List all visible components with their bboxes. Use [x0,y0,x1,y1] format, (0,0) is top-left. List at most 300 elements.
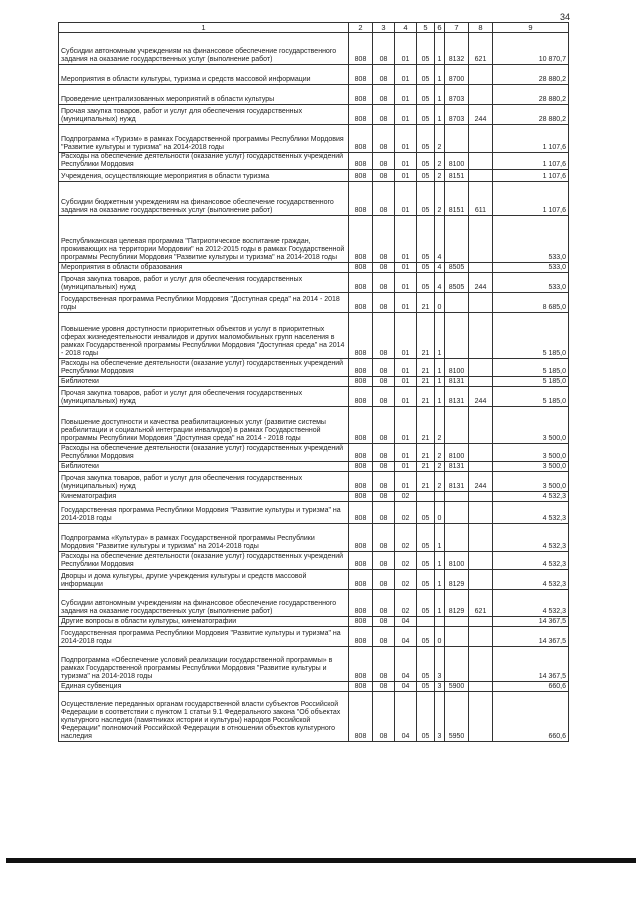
subsection-code: 01 [395,377,417,387]
table-row [59,313,569,359]
program-code: 05 [417,65,435,85]
expense-type-code [469,462,493,472]
amount: 14 367,5 [493,617,569,627]
expense-type-code [469,492,493,502]
direction-code: 8131 [445,377,469,387]
admin-code: 808 [349,617,373,627]
subprogram-code: 2 [435,170,445,182]
program-code [417,492,435,502]
admin-code: 808 [349,692,373,742]
admin-code: 808 [349,502,373,524]
program-code: 05 [417,153,435,170]
expense-type-code [469,444,493,462]
expense-type-code [469,216,493,263]
section-code: 08 [373,472,395,492]
subsection-code: 01 [395,387,417,407]
section-code: 08 [373,105,395,125]
subprogram-code: 2 [435,125,445,153]
admin-code: 808 [349,462,373,472]
program-code: 05 [417,182,435,216]
table-row [59,105,569,125]
table-row [59,627,569,647]
subsection-code: 04 [395,647,417,682]
section-code: 08 [373,153,395,170]
subsection-code: 01 [395,85,417,105]
admin-code: 808 [349,377,373,387]
subsection-code: 04 [395,682,417,692]
program-code: 05 [417,33,435,65]
admin-code: 808 [349,359,373,377]
subprogram-code: 1 [435,377,445,387]
program-code: 05 [417,85,435,105]
table-row [59,387,569,407]
amount: 533,0 [493,273,569,293]
expense-type-code [469,502,493,524]
expense-type-code [469,359,493,377]
amount: 533,0 [493,216,569,263]
amount: 28 880,2 [493,65,569,85]
expense-type-code [469,125,493,153]
table-row [59,293,569,313]
direction-code [445,293,469,313]
expense-type-code [469,263,493,273]
table-row [59,502,569,524]
row-name: Мероприятия в области образования [59,263,349,273]
table-row [59,570,569,590]
table-row [59,359,569,377]
section-code: 08 [373,627,395,647]
table-row [59,377,569,387]
header-cell: 1 [59,23,349,33]
subprogram-code: 3 [435,682,445,692]
section-code: 08 [373,407,395,444]
admin-code: 808 [349,682,373,692]
table-row [59,647,569,682]
direction-code: 8132 [445,33,469,65]
row-name: Подпрограмма «Туризм» в рамках Государственной программы Республики Мордовия "Развитие культуры и туризма" на 2014-2018 годы [59,125,349,153]
table-row [59,216,569,263]
program-code: 05 [417,570,435,590]
section-code: 08 [373,216,395,263]
program-code: 21 [417,472,435,492]
table-row [59,33,569,65]
subprogram-code: 1 [435,387,445,407]
direction-code: 8100 [445,444,469,462]
admin-code: 808 [349,65,373,85]
subprogram-code: 3 [435,692,445,742]
subsection-code: 04 [395,627,417,647]
admin-code: 808 [349,590,373,617]
table-row [59,692,569,742]
direction-code: 8151 [445,182,469,216]
amount: 4 532,3 [493,502,569,524]
table-row [59,153,569,170]
subprogram-code: 2 [435,407,445,444]
table-row [59,65,569,85]
program-code: 05 [417,502,435,524]
header-cell: 2 [349,23,373,33]
subprogram-code: 3 [435,647,445,682]
admin-code: 808 [349,33,373,65]
amount: 3 500,0 [493,444,569,462]
section-code: 08 [373,647,395,682]
header-cell: 5 [417,23,435,33]
direction-code: 8505 [445,263,469,273]
admin-code: 808 [349,153,373,170]
admin-code: 808 [349,216,373,263]
section-code: 08 [373,125,395,153]
amount: 1 107,6 [493,182,569,216]
page-bottom-border [6,858,636,863]
program-code: 21 [417,313,435,359]
row-name: Прочая закупка товаров, работ и услуг для обеспечения государственных (муниципальных) нужд [59,472,349,492]
amount: 4 532,3 [493,492,569,502]
table-row [59,682,569,692]
row-name: Подпрограмма «Обеспечение условий реализации государственной программы» в рамках Государственной программы Республики Мордовия "Развитие культуры и туризма" на 2014-2018 годы [59,647,349,682]
subsection-code: 01 [395,170,417,182]
table-row [59,170,569,182]
row-name: Дворцы и дома культуры, другие учреждения культуры и средств массовой информации [59,570,349,590]
subsection-code: 01 [395,33,417,65]
direction-code: 8703 [445,105,469,125]
subprogram-code: 1 [435,524,445,552]
subsection-code: 01 [395,182,417,216]
direction-code: 8100 [445,153,469,170]
admin-code: 808 [349,105,373,125]
direction-code: 8129 [445,570,469,590]
direction-code [445,407,469,444]
expense-type-code [469,407,493,444]
table-row [59,85,569,105]
subsection-code: 02 [395,590,417,617]
expense-type-code [469,682,493,692]
direction-code [445,502,469,524]
expense-type-code: 621 [469,33,493,65]
admin-code: 808 [349,263,373,273]
subprogram-code: 4 [435,216,445,263]
direction-code: 5950 [445,692,469,742]
expense-type-code [469,313,493,359]
header-cell: 8 [469,23,493,33]
expense-type-code [469,65,493,85]
amount: 5 185,0 [493,313,569,359]
budget-table [58,22,569,742]
expense-type-code [469,627,493,647]
header-cell: 9 [493,23,569,33]
amount: 4 532,3 [493,552,569,570]
expense-type-code [469,552,493,570]
row-name: Учреждения, осуществляющие мероприятия в области туризма [59,170,349,182]
row-name: Республиканская целевая программа "Патриотическое воспитание граждан, проживающих на территории Мордовии" на 2012-2015 годы в рамках Государственной программы Республики Мордовия "Развитие культуры и туризма" на 2014-2018 годы [59,216,349,263]
expense-type-code: 611 [469,182,493,216]
direction-code [445,524,469,552]
amount: 14 367,5 [493,627,569,647]
program-code: 21 [417,359,435,377]
row-name: Расходы на обеспечение деятельности (оказание услуг) государственных учреждений Республики Мордовия [59,359,349,377]
amount: 1 107,6 [493,125,569,153]
direction-code: 8151 [445,170,469,182]
admin-code: 808 [349,313,373,359]
table-header-row [59,23,569,33]
admin-code: 808 [349,170,373,182]
subsection-code: 01 [395,313,417,359]
direction-code: 8129 [445,590,469,617]
subprogram-code: 0 [435,502,445,524]
amount: 5 185,0 [493,359,569,377]
row-name: Расходы на обеспечение деятельности (оказание услуг) государственных учреждений Республики Мордовия [59,153,349,170]
subsection-code: 02 [395,524,417,552]
section-code: 08 [373,444,395,462]
section-code: 08 [373,377,395,387]
subprogram-code: 1 [435,359,445,377]
subsection-code: 04 [395,692,417,742]
subsection-code: 01 [395,105,417,125]
table-row [59,617,569,627]
subprogram-code [435,492,445,502]
row-name: Прочая закупка товаров, работ и услуг для обеспечения государственных (муниципальных) нужд [59,105,349,125]
subprogram-code: 4 [435,263,445,273]
section-code: 08 [373,65,395,85]
amount: 3 500,0 [493,407,569,444]
program-code: 05 [417,170,435,182]
subprogram-code: 1 [435,552,445,570]
header-cell: 4 [395,23,417,33]
section-code: 08 [373,182,395,216]
section-code: 08 [373,617,395,627]
header-cell: 3 [373,23,395,33]
amount: 1 107,6 [493,153,569,170]
direction-code [445,313,469,359]
section-code: 08 [373,359,395,377]
direction-code: 5900 [445,682,469,692]
direction-code: 8100 [445,359,469,377]
program-code: 05 [417,125,435,153]
row-name: Повышение уровня доступности приоритетных объектов и услуг в приоритетных сферах жизнедеятельности инвалидов и других маломобильных групп населения в рамках Государственной программы Республики Мордовия "Доступная среда" на 2014 - 2018 годы [59,313,349,359]
amount: 660,6 [493,692,569,742]
program-code: 21 [417,407,435,444]
row-name: Библиотеки [59,377,349,387]
program-code: 21 [417,293,435,313]
program-code: 05 [417,273,435,293]
admin-code: 808 [349,125,373,153]
subprogram-code [435,617,445,627]
expense-type-code [469,153,493,170]
program-code: 05 [417,524,435,552]
admin-code: 808 [349,293,373,313]
subprogram-code: 2 [435,153,445,170]
row-name: Расходы на обеспечение деятельности (оказание услуг) государственных учреждений Республики Мордовия [59,444,349,462]
program-code: 05 [417,216,435,263]
direction-code [445,627,469,647]
expense-type-code [469,524,493,552]
amount: 10 870,7 [493,33,569,65]
amount: 4 532,3 [493,590,569,617]
direction-code: 8703 [445,85,469,105]
expense-type-code [469,85,493,105]
subsection-code: 01 [395,407,417,444]
table-row [59,590,569,617]
admin-code: 808 [349,524,373,552]
direction-code [445,492,469,502]
expense-type-code [469,647,493,682]
amount: 660,6 [493,682,569,692]
section-code: 08 [373,273,395,293]
subsection-code: 01 [395,472,417,492]
admin-code: 808 [349,492,373,502]
subsection-code: 01 [395,359,417,377]
section-code: 08 [373,570,395,590]
direction-code: 8100 [445,552,469,570]
row-name: Прочая закупка товаров, работ и услуг для обеспечения государственных (муниципальных) нужд [59,387,349,407]
program-code: 21 [417,462,435,472]
row-name: Повышение доступности и качества реабилитационных услуг (развитие системы реабилитации и социальной интеграции инвалидов) в рамках Государственной программы Республики Мордовия "Доступная среда" на 2014 - 2018 годы [59,407,349,444]
table-row [59,273,569,293]
section-code: 08 [373,692,395,742]
subsection-code: 01 [395,462,417,472]
admin-code: 808 [349,647,373,682]
amount: 5 185,0 [493,387,569,407]
direction-code: 8131 [445,387,469,407]
program-code: 05 [417,692,435,742]
subprogram-code: 0 [435,627,445,647]
direction-code [445,216,469,263]
direction-code: 8505 [445,273,469,293]
expense-type-code: 244 [469,472,493,492]
section-code: 08 [373,682,395,692]
amount: 14 367,5 [493,647,569,682]
row-name: Государственная программа Республики Мордовия "Развитие культуры и туризма" на 2014-2018 годы [59,502,349,524]
admin-code: 808 [349,85,373,105]
expense-type-code: 244 [469,387,493,407]
subprogram-code: 1 [435,33,445,65]
admin-code: 808 [349,472,373,492]
amount: 5 185,0 [493,377,569,387]
table-row [59,407,569,444]
expense-type-code: 244 [469,105,493,125]
program-code: 05 [417,590,435,617]
program-code: 05 [417,647,435,682]
admin-code: 808 [349,182,373,216]
section-code: 08 [373,313,395,359]
admin-code: 808 [349,627,373,647]
program-code: 21 [417,444,435,462]
subprogram-code: 1 [435,313,445,359]
section-code: 08 [373,492,395,502]
row-name: Расходы на обеспечение деятельности (оказание услуг) государственных учреждений Республики Мордовия [59,552,349,570]
admin-code: 808 [349,387,373,407]
admin-code: 808 [349,444,373,462]
table-row [59,263,569,273]
direction-code: 8131 [445,462,469,472]
table-row [59,472,569,492]
table-row [59,444,569,462]
program-code: 05 [417,627,435,647]
header-cell: 6 [435,23,445,33]
row-name: Субсидии автономным учреждениям на финансовое обеспечение государственного задания на оказание государственных услуг (выполнение работ) [59,33,349,65]
subsection-code: 02 [395,552,417,570]
subprogram-code: 1 [435,65,445,85]
amount: 4 532,3 [493,570,569,590]
expense-type-code [469,692,493,742]
program-code: 05 [417,552,435,570]
subsection-code: 02 [395,570,417,590]
program-code: 05 [417,682,435,692]
expense-type-code: 244 [469,273,493,293]
amount: 8 685,0 [493,293,569,313]
amount: 3 500,0 [493,462,569,472]
subsection-code: 01 [395,216,417,263]
expense-type-code [469,293,493,313]
row-name: Единая субвенция [59,682,349,692]
row-name: Государственная программа Республики Мордовия "Доступная среда" на 2014 - 2018 годы [59,293,349,313]
section-code: 08 [373,552,395,570]
row-name: Другие вопросы в области культуры, кинематографии [59,617,349,627]
section-code: 08 [373,462,395,472]
subprogram-code: 2 [435,462,445,472]
row-name: Мероприятия в области культуры, туризма и средств массовой информации [59,65,349,85]
program-code: 21 [417,377,435,387]
program-code: 05 [417,263,435,273]
subsection-code: 01 [395,263,417,273]
section-code: 08 [373,293,395,313]
expense-type-code: 621 [469,590,493,617]
subsection-code: 01 [395,293,417,313]
admin-code: 808 [349,407,373,444]
amount: 533,0 [493,263,569,273]
table-row [59,552,569,570]
amount: 4 532,3 [493,524,569,552]
row-name: Субсидии автономным учреждениям на финансовое обеспечение государственного задания на оказание государственных услуг (выполнение работ) [59,590,349,617]
subprogram-code: 2 [435,472,445,492]
program-code: 05 [417,105,435,125]
admin-code: 808 [349,273,373,293]
amount: 3 500,0 [493,472,569,492]
table-row [59,125,569,153]
table-row [59,524,569,552]
table-row [59,462,569,472]
subprogram-code: 1 [435,570,445,590]
section-code: 08 [373,387,395,407]
direction-code [445,647,469,682]
program-code: 21 [417,387,435,407]
direction-code [445,125,469,153]
section-code: 08 [373,33,395,65]
row-name: Проведение централизованных мероприятий в области культуры [59,85,349,105]
section-code: 08 [373,590,395,617]
subsection-code: 01 [395,153,417,170]
table-row [59,492,569,502]
row-name: Субсидии бюджетным учреждениям на финансовое обеспечение государственного задания на оказание государственных услуг (выполнение работ) [59,182,349,216]
amount: 28 880,2 [493,105,569,125]
row-name: Государственная программа Республики Мордовия "Развитие культуры и туризма" на 2014-2018 годы [59,627,349,647]
subprogram-code: 1 [435,85,445,105]
admin-code: 808 [349,552,373,570]
expense-type-code [469,377,493,387]
direction-code: 8131 [445,472,469,492]
section-code: 08 [373,502,395,524]
expense-type-code [469,570,493,590]
section-code: 08 [373,85,395,105]
program-code [417,617,435,627]
row-name: Кинематография [59,492,349,502]
section-code: 08 [373,524,395,552]
section-code: 08 [373,170,395,182]
subprogram-code: 0 [435,293,445,313]
subprogram-code: 4 [435,273,445,293]
row-name: Библиотеки [59,462,349,472]
expense-type-code [469,170,493,182]
subprogram-code: 1 [435,590,445,617]
